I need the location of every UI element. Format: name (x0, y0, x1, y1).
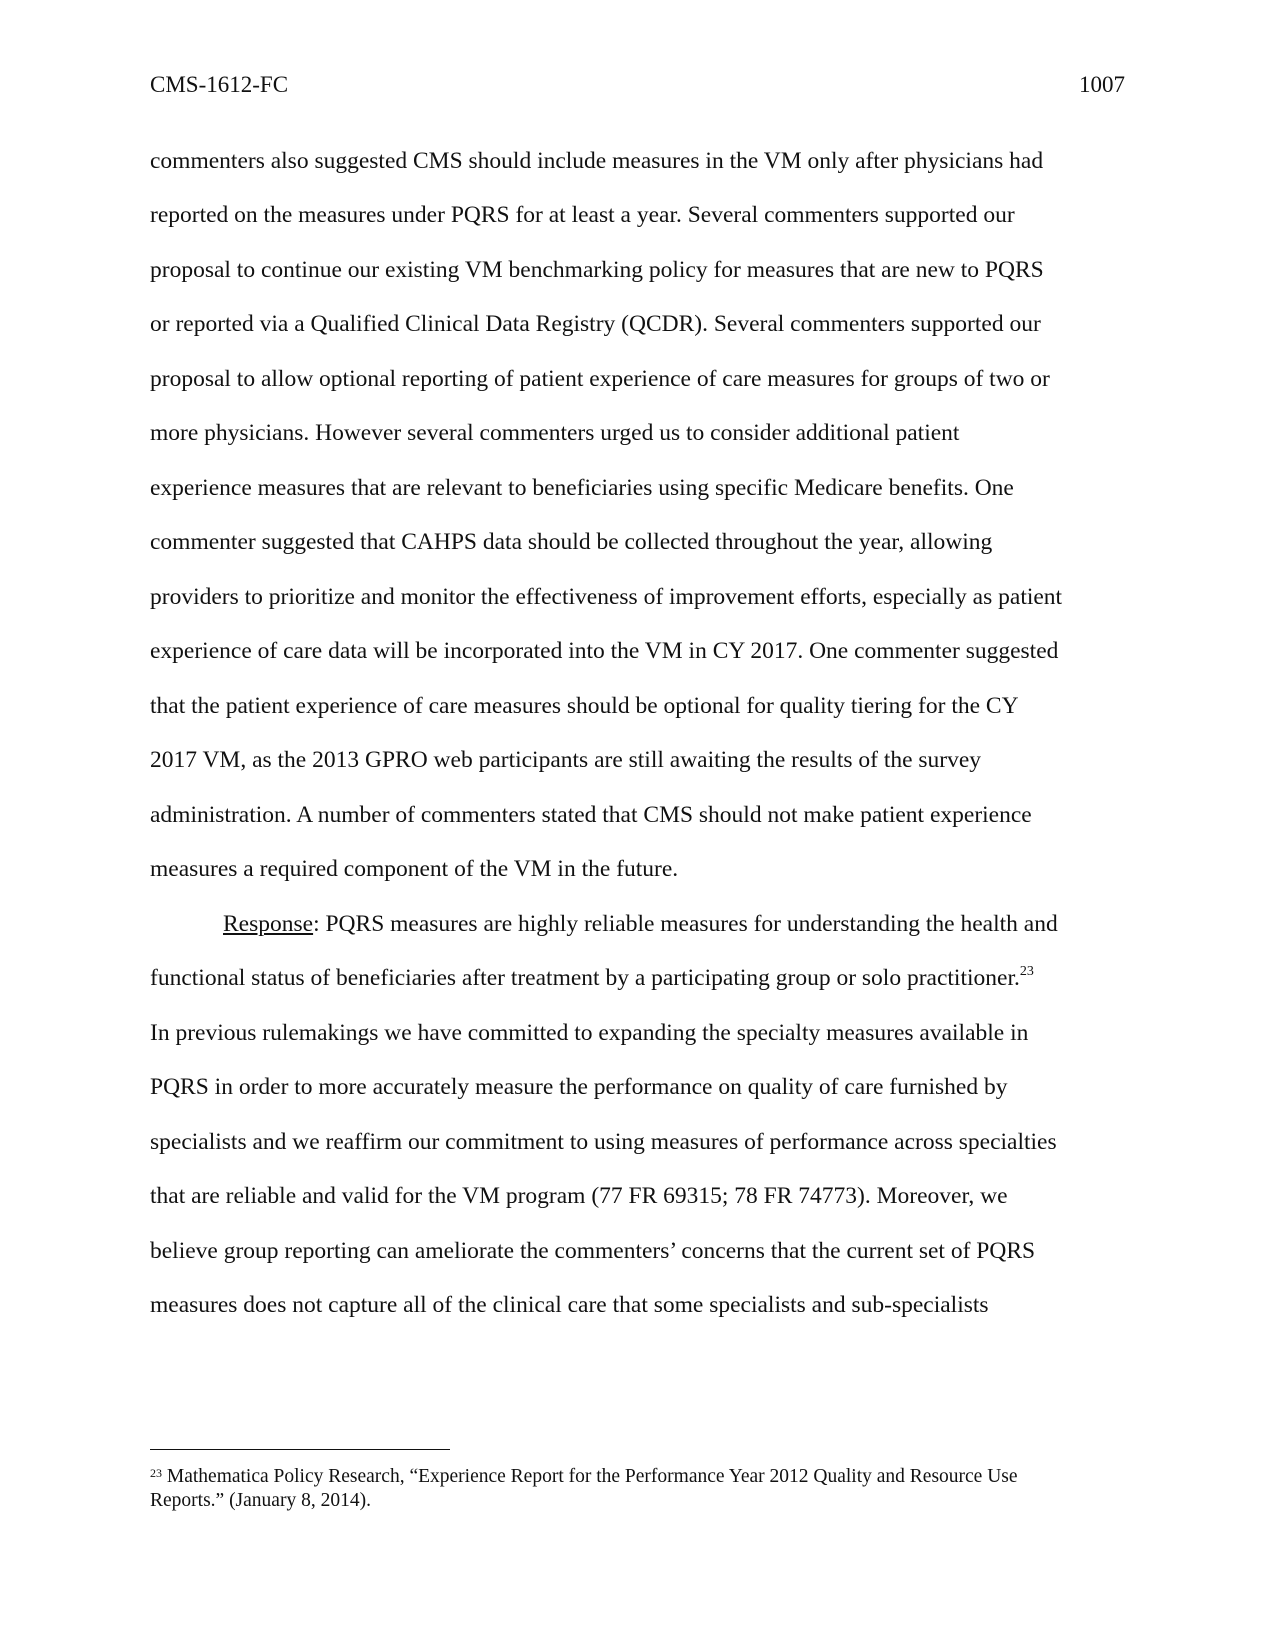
body-line: believe group reporting can ameliorate the commenters’ concerns that the current set of PQRS (150, 1238, 1036, 1264)
body-line: measures a required component of the VM in the future. (150, 856, 679, 882)
footnote-number: 23 (150, 1466, 162, 1480)
response-text: functional status of beneficiaries after treatment by a participating group or solo practitioner. (150, 965, 1020, 991)
body-line: more physicians. However several commenters urged us to consider additional patient (150, 420, 960, 446)
body-line: commenter suggested that CAHPS data should be collected throughout the year, allowing (150, 529, 993, 555)
body-line: that are reliable and valid for the VM program (77 FR 69315; 78 FR 74773). Moreover, we (150, 1183, 1008, 1209)
body-line: specialists and we reaffirm our commitment to using measures of performance across specialties (150, 1129, 1057, 1155)
response-text: : PQRS measures are highly reliable measures for understanding the health and (313, 911, 1058, 937)
body-line: experience of care data will be incorporated into the VM in CY 2017. One commenter suggested (150, 638, 1059, 664)
body-line: measures does not capture all of the clinical care that some specialists and sub-specialists (150, 1292, 989, 1318)
body-line: In previous rulemakings we have committed to expanding the specialty measures available in (150, 1020, 1029, 1046)
body-line: administration. A number of commenters stated that CMS should not make patient experience (150, 802, 1032, 828)
body-line: providers to prioritize and monitor the effectiveness of improvement efforts, especially as patient (150, 584, 1063, 610)
footnote-text: Reports.” (January 8, 2014). (150, 1490, 371, 1511)
body-line: proposal to allow optional reporting of patient experience of care measures for groups of two or (150, 366, 1050, 392)
footnote (150, 1465, 1018, 1489)
footnote-reference: 23 (1019, 964, 1034, 979)
response-label: Response (223, 911, 314, 937)
footnote-divider (150, 1449, 450, 1450)
footnote-text: Mathematica Policy Research, “Experience Report for the Performance Year 2012 Quality and Resource Use (162, 1466, 1018, 1487)
body-line: proposal to continue our existing VM benchmarking policy for measures that are new to PQRS (150, 257, 1044, 283)
body-line: experience measures that are relevant to beneficiaries using specific Medicare benefits. One (150, 475, 1014, 501)
document-id: CMS-1612-FC (150, 72, 289, 97)
body-line: 2017 VM, as the 2013 GPRO web participants are still awaiting the results of the survey (150, 747, 982, 773)
body-line: reported on the measures under PQRS for at least a year. Several commenters supported our (150, 202, 1015, 228)
body-line (150, 963, 1034, 993)
body-line: that the patient experience of care measures should be optional for quality tiering for the CY (150, 693, 1019, 719)
page-number: 1007 (1079, 72, 1125, 97)
body-line: PQRS in order to more accurately measure the performance on quality of care furnished by (150, 1074, 1008, 1100)
body-line: or reported via a Qualified Clinical Data Registry (QCDR). Several commenters supported our (150, 311, 1041, 337)
body-line: commenters also suggested CMS should include measures in the VM only after physicians had (150, 148, 1044, 174)
response-paragraph-start (223, 909, 1058, 939)
